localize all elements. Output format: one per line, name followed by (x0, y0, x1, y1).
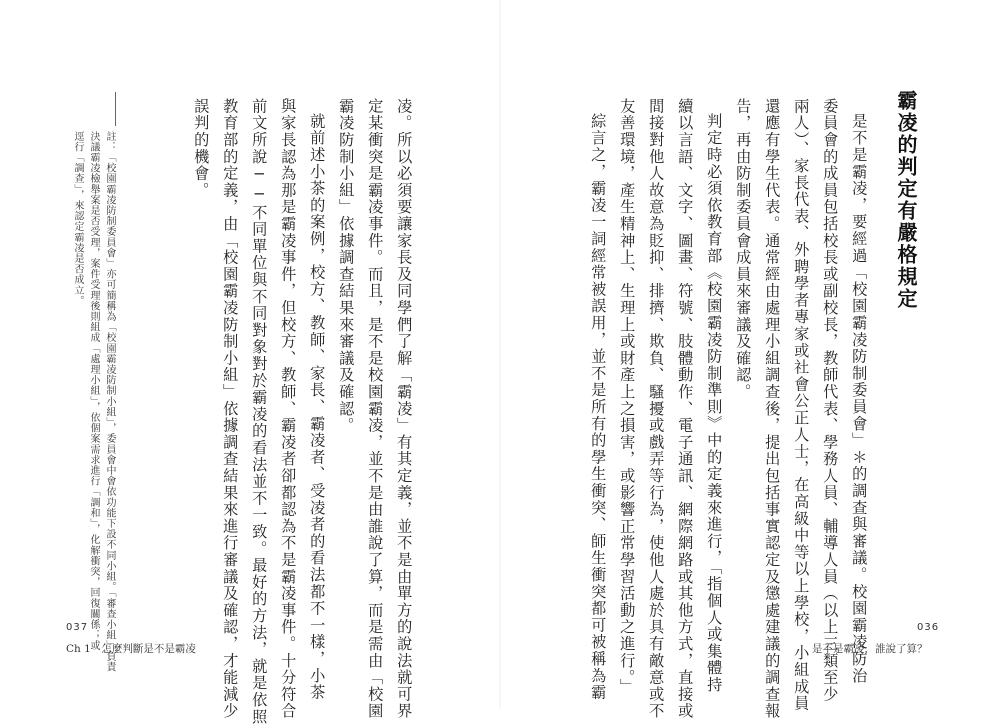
running-header-right: 是不是霸凌，誰說了算？ (812, 643, 928, 655)
body-line: 就前述小茶的案例，校方、教師、家長、霸凌者、受凌者的看法都不一樣，小茶 (308, 113, 327, 701)
body-line: 與家長認為那是霸凌事件，但校方、教師、霸凌者卻都認為不是霸凌事件。十分符合 (279, 98, 298, 720)
body-line: 定某衝突是霸凌事件。而且，是不是校園霸凌，並不是由誰說了算，而是需由「校園 (366, 98, 385, 720)
footnote-rule (115, 92, 116, 126)
page-number-left: 037 (66, 622, 89, 633)
body-line: 判定時必須依教育部《校園霸凌防制準則》中的定義來進行，「指個人或集體持 (705, 113, 724, 694)
body-line: 委員會的成員包括校長或副校長，教師代表、學務人員、輔導人員（以上三類至少 (821, 98, 840, 703)
body-line: 還應有學生代表。通常經由處理小組調查後，提出包括事實認定及懲處建議的調查報 (763, 98, 782, 720)
body-line: 間接對他人故意為貶抑、排擠、欺負、騷擾或戲弄等行為，使他人處於具有敵意或不 (647, 98, 666, 720)
body-line: 誤判的機會。 (192, 98, 211, 199)
body-line: 前文所說──不同單位與不同對象對於霸凌的看法並不一致。最好的方法，就是依照 (250, 98, 269, 725)
page-number-right: 036 (917, 622, 940, 633)
body-line: 兩人）、家長代表、外聘學者專家或社會公正人士，在高級中等以上學校，小組成員 (792, 98, 811, 712)
body-line: 是不是霸凌，要經過「校園霸凌防制委員會」＊的調查與審議。校園霸凌防治 (850, 113, 869, 685)
body-line: 續以言語、文字、圖畫、符號、肢體動作、電子通訊、網際網路或其他方式，直接或 (676, 98, 695, 720)
section-title: 霸凌的判定有嚴格規定 (894, 90, 918, 310)
body-line: 霸凌防制小組」依據調查結果來審議及確認。 (337, 98, 356, 434)
body-line: 友善環境，產生精神上、生理上或財產上之損害，或影響正常學習活動之進行。」 (618, 98, 637, 696)
body-line: 凌。所以必須要讓家長及同學們了解「霸凌」有其定義，並不是由單方的說法就可界 (395, 98, 414, 720)
footnote-line: 決議霸凌檢舉案是否受理，案件受理後則組成「處理小組」，依個案需求進行「調和」，化解衝突，回復關係；或 (88, 131, 99, 651)
footnote-line: 註：「校園霸凌防制委員會」亦可簡稱為「校園霸凌防制小組」，委員會中會依功能下設不同小組。「審查小組」負責 (104, 131, 115, 673)
page-gutter (499, 0, 501, 709)
footnote-line: 逕行「調查」，來認定霸凌是否成立。 (72, 131, 83, 307)
body-line: 告，再由防制委員會成員來審議及確認。 (734, 98, 753, 401)
running-header-left: Ch 1 怎麼判斷是不是霸凌 (66, 643, 196, 655)
body-line: 教育部的定義，由「校園霸凌防制小組」依據調查結果來進行審議及確認，才能減少 (221, 98, 240, 720)
body-line: 綜言之，霸凌一詞經常被誤用，並不是所有的學生衝突、師生衝突都可被稱為霸 (589, 113, 608, 701)
